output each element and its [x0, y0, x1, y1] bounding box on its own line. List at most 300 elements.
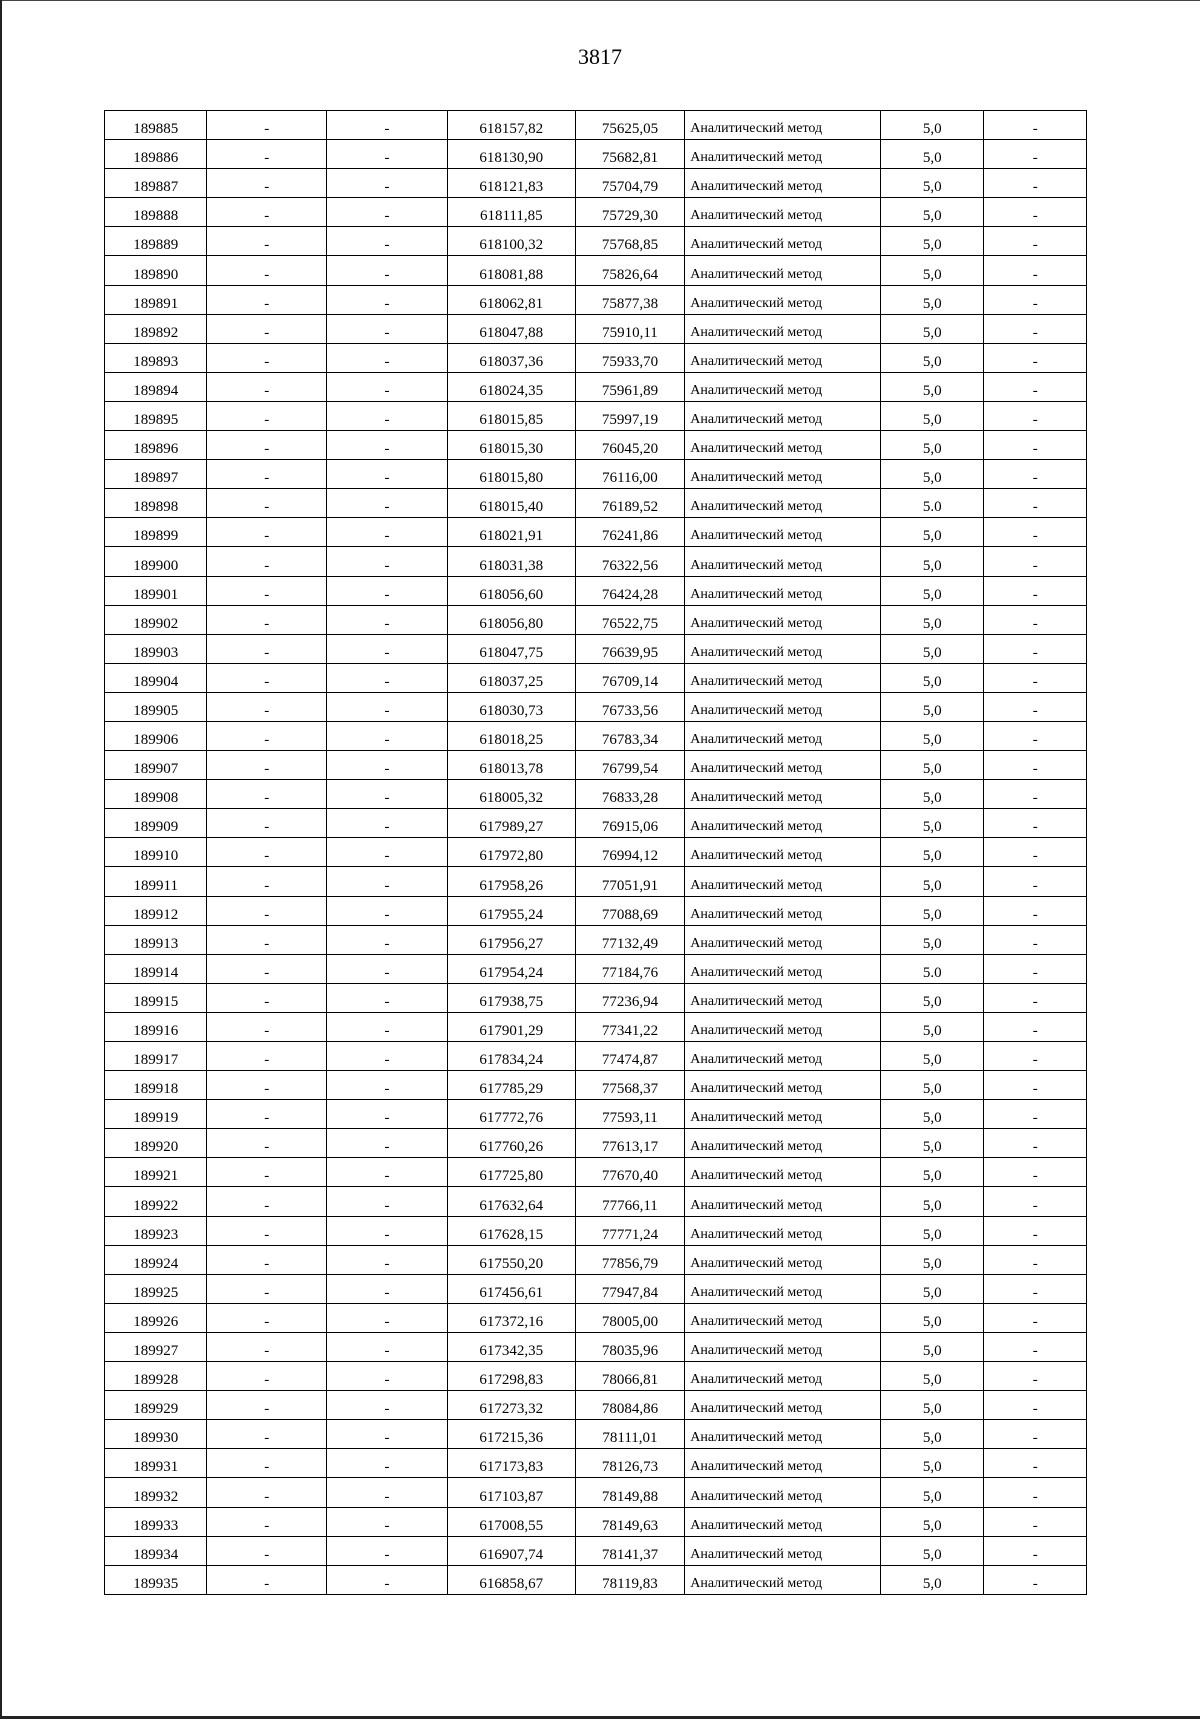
blank-cell-2: -: [327, 634, 448, 663]
blank-cell-2: -: [327, 925, 448, 954]
table-row: [105, 343, 1087, 372]
blank-cell-1: -: [207, 1332, 327, 1361]
point-id-cell: 189888: [105, 198, 207, 227]
method-cell: Аналитический метод: [685, 547, 881, 576]
point-id-cell: 189893: [105, 343, 207, 372]
blank-cell-1: -: [207, 954, 327, 983]
y-coordinate-cell: 77051,91: [575, 867, 685, 896]
coordinates-table-body: [105, 111, 1087, 1595]
table-row: [105, 751, 1087, 780]
blank-cell-3: -: [984, 1332, 1087, 1361]
table-row: [105, 1478, 1087, 1507]
accuracy-cell: 5,0: [881, 1536, 984, 1565]
y-coordinate-cell: 77856,79: [575, 1245, 685, 1274]
accuracy-cell: 5,0: [881, 169, 984, 198]
table-row: [105, 605, 1087, 634]
blank-cell-1: -: [207, 983, 327, 1012]
point-id-cell: 189924: [105, 1245, 207, 1274]
blank-cell-2: -: [327, 576, 448, 605]
table-row: [105, 1158, 1087, 1187]
table-row: [105, 1100, 1087, 1129]
blank-cell-1: -: [207, 489, 327, 518]
method-cell: Аналитический метод: [685, 1420, 881, 1449]
blank-cell-2: -: [327, 721, 448, 750]
blank-cell-2: -: [327, 1391, 448, 1420]
blank-cell-1: -: [207, 372, 327, 401]
table-row: [105, 547, 1087, 576]
y-coordinate-cell: 78005,00: [575, 1303, 685, 1332]
y-coordinate-cell: 76833,28: [575, 780, 685, 809]
blank-cell-1: -: [207, 460, 327, 489]
x-coordinate-cell: 618015,30: [447, 431, 575, 460]
table-row: [105, 460, 1087, 489]
point-id-cell: 189899: [105, 518, 207, 547]
blank-cell-2: -: [327, 518, 448, 547]
blank-cell-2: -: [327, 1245, 448, 1274]
accuracy-cell: 5,0: [881, 431, 984, 460]
y-coordinate-cell: 76116,00: [575, 460, 685, 489]
blank-cell-3: -: [984, 1071, 1087, 1100]
table-row: [105, 518, 1087, 547]
method-cell: Аналитический метод: [685, 721, 881, 750]
accuracy-cell: 5,0: [881, 1362, 984, 1391]
method-cell: Аналитический метод: [685, 838, 881, 867]
blank-cell-2: -: [327, 1420, 448, 1449]
point-id-cell: 189889: [105, 227, 207, 256]
y-coordinate-cell: 76639,95: [575, 634, 685, 663]
accuracy-cell: 5,0: [881, 634, 984, 663]
blank-cell-2: -: [327, 1129, 448, 1158]
method-cell: Аналитический метод: [685, 285, 881, 314]
x-coordinate-cell: 618047,75: [447, 634, 575, 663]
blank-cell-3: -: [984, 1391, 1087, 1420]
point-id-cell: 189907: [105, 751, 207, 780]
x-coordinate-cell: 618015,85: [447, 401, 575, 430]
blank-cell-2: -: [327, 780, 448, 809]
point-id-cell: 189914: [105, 954, 207, 983]
table-row: [105, 925, 1087, 954]
blank-cell-1: -: [207, 1362, 327, 1391]
blank-cell-1: -: [207, 867, 327, 896]
blank-cell-2: -: [327, 460, 448, 489]
accuracy-cell: 5,0: [881, 518, 984, 547]
blank-cell-3: -: [984, 721, 1087, 750]
blank-cell-2: -: [327, 1449, 448, 1478]
blank-cell-2: -: [327, 401, 448, 430]
blank-cell-1: -: [207, 198, 327, 227]
point-id-cell: 189904: [105, 663, 207, 692]
blank-cell-3: -: [984, 1042, 1087, 1071]
x-coordinate-cell: 617834,24: [447, 1042, 575, 1071]
point-id-cell: 189910: [105, 838, 207, 867]
scan-edge-left: [0, 0, 2, 1719]
method-cell: Аналитический метод: [685, 983, 881, 1012]
blank-cell-3: -: [984, 925, 1087, 954]
table-row: [105, 576, 1087, 605]
x-coordinate-cell: 618037,36: [447, 343, 575, 372]
point-id-cell: 189898: [105, 489, 207, 518]
table-row: [105, 140, 1087, 169]
blank-cell-3: -: [984, 780, 1087, 809]
blank-cell-1: -: [207, 605, 327, 634]
accuracy-cell: 5,0: [881, 1100, 984, 1129]
accuracy-cell: 5,0: [881, 198, 984, 227]
accuracy-cell: 5,0: [881, 111, 984, 140]
method-cell: Аналитический метод: [685, 401, 881, 430]
y-coordinate-cell: 75997,19: [575, 401, 685, 430]
blank-cell-3: -: [984, 1274, 1087, 1303]
blank-cell-2: -: [327, 983, 448, 1012]
y-coordinate-cell: 76189,52: [575, 489, 685, 518]
point-id-cell: 189908: [105, 780, 207, 809]
x-coordinate-cell: 618056,80: [447, 605, 575, 634]
method-cell: Аналитический метод: [685, 518, 881, 547]
blank-cell-2: -: [327, 1012, 448, 1041]
accuracy-cell: 5,0: [881, 372, 984, 401]
blank-cell-2: -: [327, 343, 448, 372]
x-coordinate-cell: 618021,91: [447, 518, 575, 547]
blank-cell-2: -: [327, 1507, 448, 1536]
method-cell: Аналитический метод: [685, 314, 881, 343]
blank-cell-3: -: [984, 285, 1087, 314]
point-id-cell: 189934: [105, 1536, 207, 1565]
blank-cell-3: -: [984, 1303, 1087, 1332]
blank-cell-3: -: [984, 1449, 1087, 1478]
accuracy-cell: 5,0: [881, 227, 984, 256]
y-coordinate-cell: 78066,81: [575, 1362, 685, 1391]
y-coordinate-cell: 76045,20: [575, 431, 685, 460]
blank-cell-1: -: [207, 896, 327, 925]
method-cell: Аналитический метод: [685, 140, 881, 169]
blank-cell-2: -: [327, 605, 448, 634]
blank-cell-3: -: [984, 227, 1087, 256]
blank-cell-3: -: [984, 1565, 1087, 1594]
x-coordinate-cell: 617989,27: [447, 809, 575, 838]
blank-cell-2: -: [327, 489, 448, 518]
blank-cell-3: -: [984, 140, 1087, 169]
blank-cell-3: -: [984, 1216, 1087, 1245]
scan-edge-top: [0, 0, 1200, 1]
x-coordinate-cell: 617958,26: [447, 867, 575, 896]
point-id-cell: 189890: [105, 256, 207, 285]
table-row: [105, 1012, 1087, 1041]
blank-cell-2: -: [327, 1536, 448, 1565]
blank-cell-3: -: [984, 867, 1087, 896]
blank-cell-2: -: [327, 809, 448, 838]
blank-cell-1: -: [207, 809, 327, 838]
method-cell: Аналитический метод: [685, 198, 881, 227]
table-row: [105, 838, 1087, 867]
blank-cell-2: -: [327, 1187, 448, 1216]
y-coordinate-cell: 76915,06: [575, 809, 685, 838]
accuracy-cell: 5,0: [881, 401, 984, 430]
table-row: [105, 721, 1087, 750]
y-coordinate-cell: 75729,30: [575, 198, 685, 227]
blank-cell-2: -: [327, 867, 448, 896]
method-cell: Аналитический метод: [685, 256, 881, 285]
blank-cell-1: -: [207, 1274, 327, 1303]
method-cell: Аналитический метод: [685, 1071, 881, 1100]
blank-cell-1: -: [207, 1129, 327, 1158]
method-cell: Аналитический метод: [685, 1536, 881, 1565]
blank-cell-3: -: [984, 1129, 1087, 1158]
x-coordinate-cell: 617372,16: [447, 1303, 575, 1332]
method-cell: Аналитический метод: [685, 1391, 881, 1420]
blank-cell-1: -: [207, 1245, 327, 1274]
point-id-cell: 189911: [105, 867, 207, 896]
blank-cell-1: -: [207, 1042, 327, 1071]
point-id-cell: 189930: [105, 1420, 207, 1449]
blank-cell-1: -: [207, 576, 327, 605]
accuracy-cell: 5,0: [881, 838, 984, 867]
blank-cell-3: -: [984, 372, 1087, 401]
accuracy-cell: 5,0: [881, 547, 984, 576]
x-coordinate-cell: 618047,88: [447, 314, 575, 343]
accuracy-cell: 5,0: [881, 1478, 984, 1507]
point-id-cell: 189935: [105, 1565, 207, 1594]
method-cell: Аналитический метод: [685, 809, 881, 838]
accuracy-cell: 5,0: [881, 576, 984, 605]
y-coordinate-cell: 77132,49: [575, 925, 685, 954]
y-coordinate-cell: 78126,73: [575, 1449, 685, 1478]
method-cell: Аналитический метод: [685, 634, 881, 663]
y-coordinate-cell: 76322,56: [575, 547, 685, 576]
table-row: [105, 111, 1087, 140]
table-row: [105, 489, 1087, 518]
y-coordinate-cell: 77771,24: [575, 1216, 685, 1245]
blank-cell-1: -: [207, 751, 327, 780]
blank-cell-1: -: [207, 343, 327, 372]
blank-cell-1: -: [207, 401, 327, 430]
table-row: [105, 1216, 1087, 1245]
method-cell: Аналитический метод: [685, 751, 881, 780]
x-coordinate-cell: 617103,87: [447, 1478, 575, 1507]
x-coordinate-cell: 617008,55: [447, 1507, 575, 1536]
blank-cell-3: -: [984, 605, 1087, 634]
blank-cell-3: -: [984, 518, 1087, 547]
point-id-cell: 189897: [105, 460, 207, 489]
blank-cell-3: -: [984, 1507, 1087, 1536]
point-id-cell: 189905: [105, 692, 207, 721]
table-row: [105, 634, 1087, 663]
blank-cell-3: -: [984, 692, 1087, 721]
table-row: [105, 372, 1087, 401]
blank-cell-3: -: [984, 343, 1087, 372]
method-cell: Аналитический метод: [685, 780, 881, 809]
point-id-cell: 189900: [105, 547, 207, 576]
y-coordinate-cell: 75625,05: [575, 111, 685, 140]
blank-cell-2: -: [327, 198, 448, 227]
x-coordinate-cell: 617342,35: [447, 1332, 575, 1361]
accuracy-cell: 5,0: [881, 896, 984, 925]
blank-cell-2: -: [327, 896, 448, 925]
blank-cell-2: -: [327, 1565, 448, 1594]
method-cell: Аналитический метод: [685, 372, 881, 401]
blank-cell-1: -: [207, 1478, 327, 1507]
table-row: [105, 169, 1087, 198]
point-id-cell: 189913: [105, 925, 207, 954]
y-coordinate-cell: 77766,11: [575, 1187, 685, 1216]
accuracy-cell: 5,0: [881, 1129, 984, 1158]
table-row: [105, 692, 1087, 721]
x-coordinate-cell: 617173,83: [447, 1449, 575, 1478]
table-row: [105, 198, 1087, 227]
y-coordinate-cell: 78141,37: [575, 1536, 685, 1565]
point-id-cell: 189928: [105, 1362, 207, 1391]
blank-cell-3: -: [984, 1158, 1087, 1187]
accuracy-cell: 5.0: [881, 954, 984, 983]
blank-cell-2: -: [327, 111, 448, 140]
x-coordinate-cell: 617901,29: [447, 1012, 575, 1041]
point-id-cell: 189909: [105, 809, 207, 838]
blank-cell-2: -: [327, 1071, 448, 1100]
table-row: [105, 1187, 1087, 1216]
method-cell: Аналитический метод: [685, 227, 881, 256]
table-row: [105, 1420, 1087, 1449]
y-coordinate-cell: 76424,28: [575, 576, 685, 605]
table-row: [105, 1071, 1087, 1100]
table-row: [105, 1274, 1087, 1303]
y-coordinate-cell: 75768,85: [575, 227, 685, 256]
method-cell: Аналитический метод: [685, 169, 881, 198]
y-coordinate-cell: 77593,11: [575, 1100, 685, 1129]
blank-cell-2: -: [327, 285, 448, 314]
accuracy-cell: 5,0: [881, 663, 984, 692]
blank-cell-1: -: [207, 1158, 327, 1187]
x-coordinate-cell: 618018,25: [447, 721, 575, 750]
table-row: [105, 983, 1087, 1012]
blank-cell-3: -: [984, 954, 1087, 983]
blank-cell-2: -: [327, 954, 448, 983]
method-cell: Аналитический метод: [685, 867, 881, 896]
blank-cell-1: -: [207, 1536, 327, 1565]
x-coordinate-cell: 618081,88: [447, 256, 575, 285]
x-coordinate-cell: 618013,78: [447, 751, 575, 780]
method-cell: Аналитический метод: [685, 1100, 881, 1129]
blank-cell-2: -: [327, 692, 448, 721]
point-id-cell: 189895: [105, 401, 207, 430]
method-cell: Аналитический метод: [685, 1187, 881, 1216]
x-coordinate-cell: 617628,15: [447, 1216, 575, 1245]
accuracy-cell: 5,0: [881, 605, 984, 634]
blank-cell-1: -: [207, 1303, 327, 1332]
y-coordinate-cell: 75961,89: [575, 372, 685, 401]
x-coordinate-cell: 618100,32: [447, 227, 575, 256]
point-id-cell: 189901: [105, 576, 207, 605]
table-row: [105, 314, 1087, 343]
accuracy-cell: 5,0: [881, 343, 984, 372]
point-id-cell: 189918: [105, 1071, 207, 1100]
blank-cell-1: -: [207, 692, 327, 721]
table-row: [105, 1565, 1087, 1594]
y-coordinate-cell: 75910,11: [575, 314, 685, 343]
x-coordinate-cell: 618005,32: [447, 780, 575, 809]
x-coordinate-cell: 617954,24: [447, 954, 575, 983]
blank-cell-1: -: [207, 518, 327, 547]
blank-cell-1: -: [207, 1507, 327, 1536]
accuracy-cell: 5,0: [881, 1012, 984, 1041]
y-coordinate-cell: 76709,14: [575, 663, 685, 692]
blank-cell-1: -: [207, 1391, 327, 1420]
blank-cell-2: -: [327, 547, 448, 576]
x-coordinate-cell: 617760,26: [447, 1129, 575, 1158]
x-coordinate-cell: 618130,90: [447, 140, 575, 169]
coordinates-table: [104, 110, 1087, 1595]
blank-cell-3: -: [984, 576, 1087, 605]
accuracy-cell: 5,0: [881, 1042, 984, 1071]
point-id-cell: 189929: [105, 1391, 207, 1420]
table-row: [105, 1536, 1087, 1565]
y-coordinate-cell: 77947,84: [575, 1274, 685, 1303]
method-cell: Аналитический метод: [685, 692, 881, 721]
point-id-cell: 189885: [105, 111, 207, 140]
point-id-cell: 189921: [105, 1158, 207, 1187]
y-coordinate-cell: 77088,69: [575, 896, 685, 925]
x-coordinate-cell: 617972,80: [447, 838, 575, 867]
method-cell: Аналитический метод: [685, 605, 881, 634]
point-id-cell: 189931: [105, 1449, 207, 1478]
blank-cell-3: -: [984, 663, 1087, 692]
table-row: [105, 227, 1087, 256]
x-coordinate-cell: 618056,60: [447, 576, 575, 605]
blank-cell-3: -: [984, 1420, 1087, 1449]
point-id-cell: 189915: [105, 983, 207, 1012]
blank-cell-1: -: [207, 111, 327, 140]
method-cell: Аналитический метод: [685, 663, 881, 692]
x-coordinate-cell: 617632,64: [447, 1187, 575, 1216]
accuracy-cell: 5,0: [881, 751, 984, 780]
y-coordinate-cell: 76241,86: [575, 518, 685, 547]
method-cell: Аналитический метод: [685, 460, 881, 489]
x-coordinate-cell: 616907,74: [447, 1536, 575, 1565]
blank-cell-2: -: [327, 169, 448, 198]
table-row: [105, 431, 1087, 460]
blank-cell-3: -: [984, 838, 1087, 867]
y-coordinate-cell: 78119,83: [575, 1565, 685, 1594]
y-coordinate-cell: 77568,37: [575, 1071, 685, 1100]
table-row: [105, 1303, 1087, 1332]
point-id-cell: 189894: [105, 372, 207, 401]
blank-cell-2: -: [327, 1158, 448, 1187]
blank-cell-1: -: [207, 547, 327, 576]
blank-cell-2: -: [327, 1478, 448, 1507]
page-number: 3817: [578, 44, 622, 69]
accuracy-cell: 5,0: [881, 140, 984, 169]
method-cell: Аналитический метод: [685, 896, 881, 925]
accuracy-cell: 5,0: [881, 314, 984, 343]
blank-cell-2: -: [327, 372, 448, 401]
blank-cell-1: -: [207, 285, 327, 314]
x-coordinate-cell: 617456,61: [447, 1274, 575, 1303]
y-coordinate-cell: 78035,96: [575, 1332, 685, 1361]
blank-cell-2: -: [327, 227, 448, 256]
y-coordinate-cell: 78111,01: [575, 1420, 685, 1449]
method-cell: Аналитический метод: [685, 954, 881, 983]
point-id-cell: 189932: [105, 1478, 207, 1507]
blank-cell-2: -: [327, 663, 448, 692]
blank-cell-2: -: [327, 1274, 448, 1303]
method-cell: Аналитический метод: [685, 343, 881, 372]
point-id-cell: 189933: [105, 1507, 207, 1536]
method-cell: Аналитический метод: [685, 1158, 881, 1187]
blank-cell-2: -: [327, 1303, 448, 1332]
blank-cell-3: -: [984, 431, 1087, 460]
accuracy-cell: 5,0: [881, 1245, 984, 1274]
blank-cell-2: -: [327, 1042, 448, 1071]
y-coordinate-cell: 76994,12: [575, 838, 685, 867]
x-coordinate-cell: 618121,83: [447, 169, 575, 198]
accuracy-cell: 5,0: [881, 1332, 984, 1361]
